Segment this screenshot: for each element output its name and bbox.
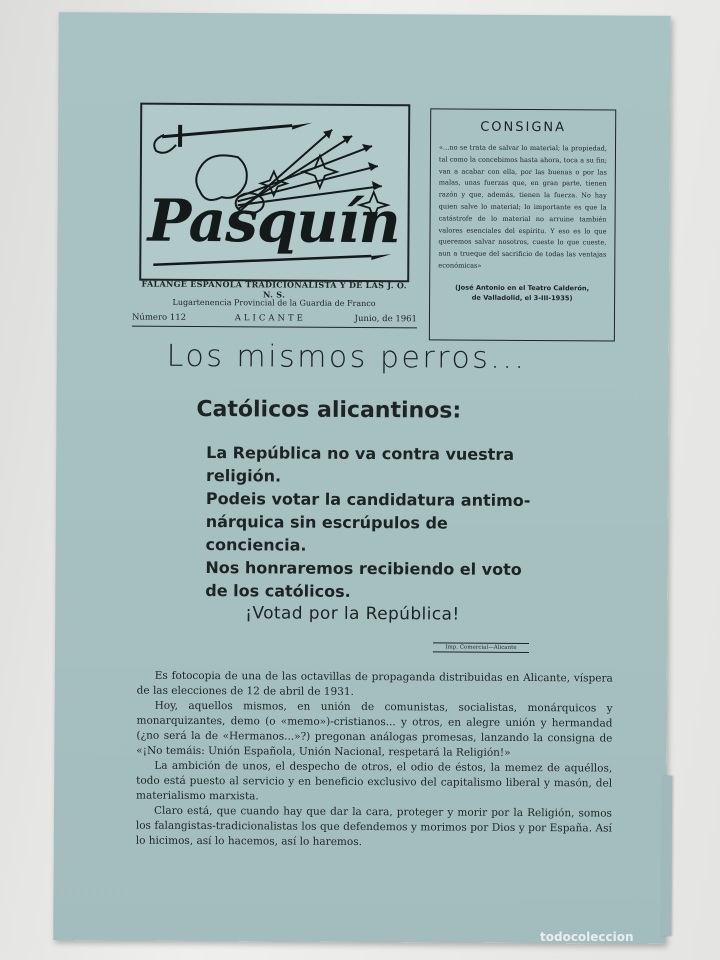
consigna-quote: «...no se trata de salvar lo material; la propiedad, tal como la concebimos hasta ahora, toca a su fin; van a acabar con ella, por las buenas o por las malas, unas fuerzas que, en gran parte, tienen razón y que, además, tienen la fuerza. No hay quien salve lo material; lo importante es que la catástrofe de lo material no arruine también valores esenciales del espíritu. Y eso es lo que queremos salvar nosotros, cueste lo que cueste, aun a trueque del sacrificio de todas las ventajas económicas»	[438, 143, 608, 270]
flyer-line: Podeis votar la candidatura antimo-	[205, 489, 531, 511]
issue-city: ALICANTE	[234, 313, 306, 324]
flyer-line: religión.	[205, 466, 282, 486]
flyer-line: de los católicos.	[205, 581, 351, 601]
flyer-heading: Católicos alicantinos:	[196, 396, 462, 424]
main-headline: Los mismos perros...	[166, 338, 527, 377]
article-paragraph: Hoy, aquellos mismos, en unión de comunistas, socialistas, monárquicos y monarquizantes, demo (o «memo»)-cristianos... y otros, en alegre unión y hermandad (¿no será la de «Hermanos...»?) pregonan análogas promesas, lanzando la consigna de «¡No temáis: Unión Española, Unión Nacional, respetará la Religión!»	[136, 699, 613, 759]
printer-imprint: Imp. Comercial—Alicante	[433, 642, 529, 653]
consigna-title: CONSIGNA	[480, 119, 567, 136]
watermark-logo: todocoleccion	[540, 930, 634, 944]
paper-curl	[661, 776, 672, 936]
article-paragraph: Es fotocopia de una de las octavillas de propaganda distribuidas en Alicante, víspera de las elecciones de 12 de abril de 1931.	[136, 669, 613, 698]
flyer-line: La República no va contra vuestra	[206, 443, 515, 464]
consigna-box	[429, 108, 616, 341]
article-paragraph: Claro está, que cuando hay que dar la cara, proteger y morir por la Religión, somos los falangistas-tradicionalistas los que defendemos y morimos por Dios y por España. Así lo hicimos, así lo hacemos, así lo haremos.	[135, 804, 612, 849]
subtitle-line: Lugartenencia Provincial de la Guardia de Franco	[172, 297, 376, 309]
article-body	[136, 669, 613, 852]
consigna-source-line: de Valladolid, el 3-III-1935)	[471, 293, 573, 303]
issue-info	[132, 313, 417, 329]
flyer-text	[205, 441, 546, 604]
flyer-line: Nos honraremos recibiendo el voto	[205, 558, 522, 579]
masthead-logo	[139, 103, 410, 283]
article-paragraph: La ambición de unos, el despecho de otros, el odio de éstos, la memez de aquéllos, todo está puesto al servicio y en beneficio exclusivo del capitalismo liberal y masón, del materialismo marxista.	[136, 759, 613, 803]
consigna-source-line: (José Antonio en el Teatro Calderón,	[455, 283, 590, 293]
pamphlet-sheet	[53, 12, 671, 944]
organization-line: FALANGE ESPAÑOLA TRADICIONALISTA Y DE LAS J. O. N. S.	[141, 278, 407, 300]
flyer-line: nárquica sin escrúpulos de conciencia.	[205, 512, 448, 555]
issue-date: Junio, de 1961	[354, 313, 418, 325]
issue-number: Número 112	[131, 312, 187, 323]
consigna-source	[438, 282, 606, 303]
flyer-closing: ¡Votad por la República!	[245, 603, 460, 625]
masthead-title: Pasquín	[147, 186, 400, 257]
